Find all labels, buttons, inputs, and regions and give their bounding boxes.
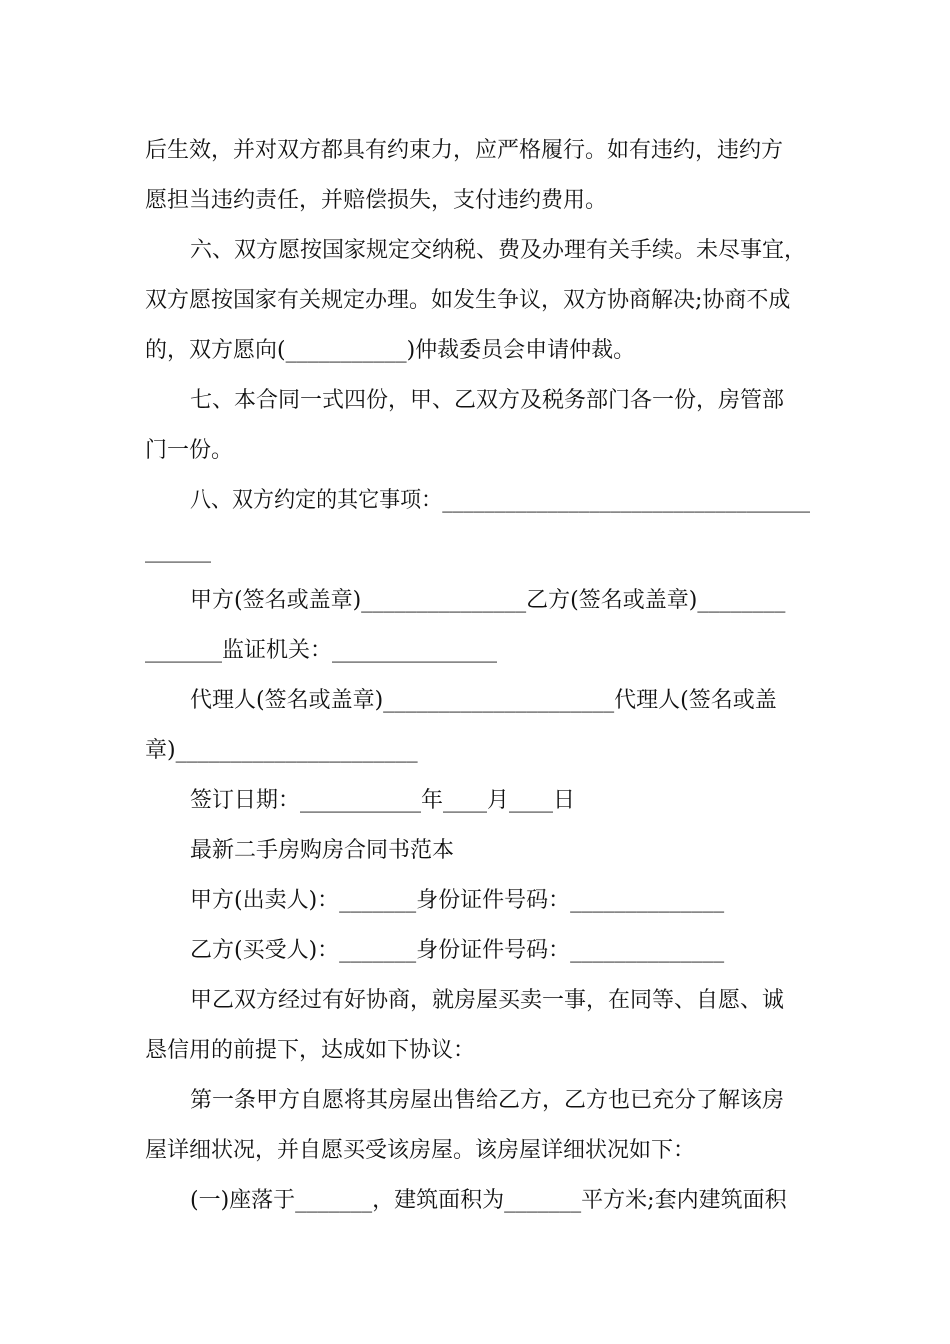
paragraph-line: 后生效，并对双方都具有约束力，应严格履行。如有违约，违约方 xyxy=(145,138,784,163)
party-line: 乙方(买受人)：_______身份证件号码：______________ xyxy=(190,938,725,963)
paragraph-line: 的，双方愿向(___________)仲裁委员会申请仲裁。 xyxy=(145,338,636,363)
date-line: 签订日期：___________年____月____日 xyxy=(190,788,576,813)
party-line: 甲方(出卖人)：_______身份证件号码：______________ xyxy=(190,888,725,913)
paragraph-line: 七、本合同一式四份，甲、乙双方及税务部门各一份，房管部 xyxy=(190,388,785,413)
paragraph-line: 八、双方约定的其它事项：___________________________________ xyxy=(190,488,811,513)
paragraph-line: ______ xyxy=(145,538,211,563)
paragraph-line: 六、双方愿按国家规定交纳税、费及办理有关手续。未尽事宜， xyxy=(190,238,807,263)
signature-line: 代理人(签名或盖章)_____________________代理人(签名或盖 xyxy=(190,688,777,713)
paragraph-line: 愿担当违约责任，并赔偿损失，支付违约费用。 xyxy=(145,188,608,213)
paragraph-line: (一)座落于_______，建筑面积为_______平方米;套内建筑面积 xyxy=(190,1188,787,1213)
paragraph-line: 双方愿按国家有关规定办理。如发生争议，双方协商解决;协商不成 xyxy=(145,288,791,313)
signature-line: 甲方(签名或盖章)_______________乙方(签名或盖章)________ xyxy=(190,588,786,613)
section-title: 最新二手房购房合同书范本 xyxy=(190,838,455,863)
paragraph-line: 门一份。 xyxy=(145,438,234,463)
paragraph-line: 甲乙双方经过有好协商，就房屋买卖一事，在同等、自愿、诚 xyxy=(190,988,785,1013)
signature-line: 章)______________________ xyxy=(145,738,418,763)
signature-line: _______监证机关：_______________ xyxy=(145,638,498,663)
paragraph-line: 恳信用的前提下，达成如下协议： xyxy=(145,1038,476,1063)
paragraph-line: 屋详细状况，并自愿买受该房屋。该房屋详细状况如下： xyxy=(145,1138,696,1163)
paragraph-line: 第一条甲方自愿将其房屋出售给乙方，乙方也已充分了解该房 xyxy=(190,1088,785,1113)
